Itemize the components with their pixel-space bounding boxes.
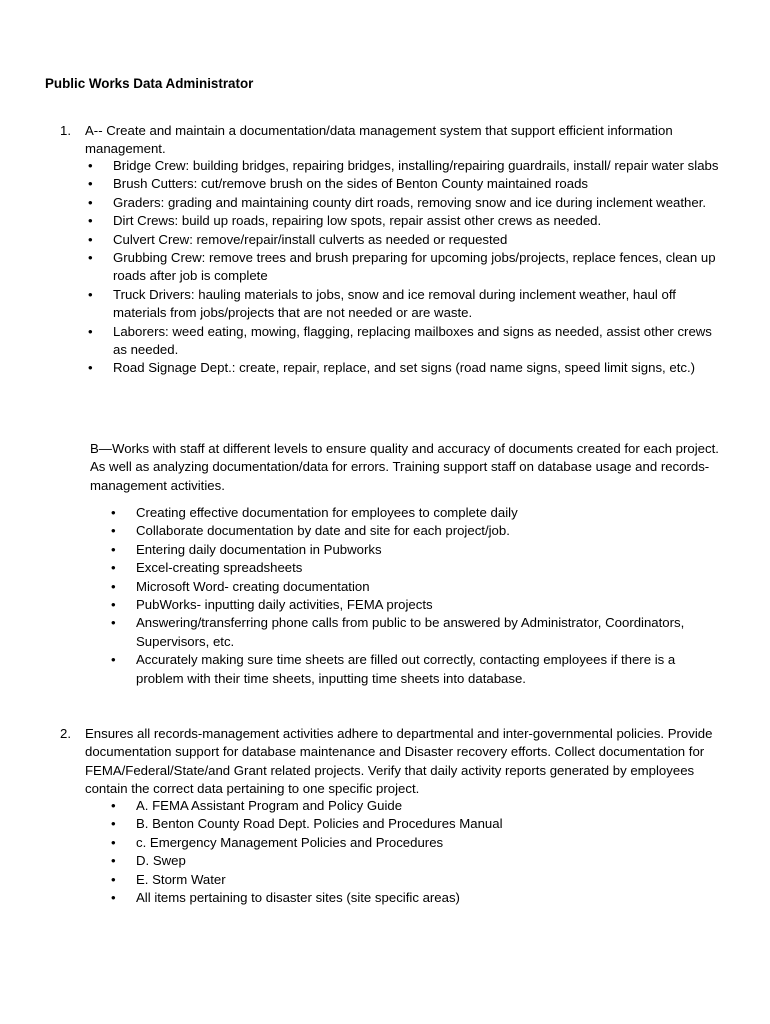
bullet-icon: • [111, 890, 116, 906]
bullet-icon: • [88, 286, 93, 302]
list-item: • Brush Cutters: cut/remove brush on the sides of Benton County maintained roads [85, 175, 725, 193]
bullet-icon: • [111, 578, 116, 594]
bullet-icon: • [111, 652, 116, 668]
bullet-icon: • [88, 213, 93, 229]
list-item: • c. Emergency Management Policies and Procedures [108, 834, 723, 852]
bullet-icon: • [111, 560, 116, 576]
section-1-bullet-list [85, 157, 725, 378]
list-item: • Collaborate documentation by date and site for each project/job. [108, 522, 723, 540]
list-item: • Microsoft Word- creating documentation [108, 578, 723, 596]
bullet-icon: • [111, 523, 116, 539]
list-item: • Road Signage Dept.: create, repair, replace, and set signs (road name signs, speed limit signs, etc.) [85, 359, 725, 377]
page-title: Public Works Data Administrator [45, 76, 254, 91]
section-2-number: 2. [60, 726, 71, 741]
bullet-icon: • [111, 853, 116, 869]
section-2-intro [60, 725, 725, 799]
bullet-icon: • [88, 231, 93, 247]
bullet-icon: • [111, 834, 116, 850]
bullet-icon: • [111, 816, 116, 832]
section-1-intro [60, 122, 725, 159]
bullet-icon: • [111, 871, 116, 887]
list-item: • Answering/transferring phone calls from public to be answered by Administrator, Coordinators, Supervisors, etc. [111, 615, 685, 649]
section-1-part-b: B—Works with staff at different levels to ensure quality and accuracy of documents created for each project. As well as analyzing documentation/data for errors. Training support staff on database usage and records-management activities. [90, 441, 719, 493]
bullet-icon: • [111, 597, 116, 613]
section-2-bullet-list [108, 797, 723, 907]
bullet-icon: • [111, 505, 116, 520]
list-item: • Bridge Crew: building bridges, repairing bridges, installing/repairing guardrails, install/ repair water slabs [85, 157, 725, 175]
list-item: • Grubbing Crew: remove trees and brush preparing for upcoming jobs/projects, replace fences, clean up roads after job is complete [88, 250, 716, 284]
list-item: • B. Benton County Road Dept. Policies and Procedures Manual [108, 815, 723, 833]
list-item: • Dirt Crews: build up roads, repairing low spots, repair assist other crews as needed. [85, 212, 725, 230]
list-item: • PubWorks- inputting daily activities, FEMA projects [108, 596, 723, 614]
section-1-intro-text: A-- Create and maintain a documentation/data management system that support efficient information management. [85, 123, 673, 157]
list-item: • A. FEMA Assistant Program and Policy Guide [108, 797, 723, 815]
bullet-icon: • [88, 360, 93, 376]
list-item: • Truck Drivers: hauling materials to jobs, snow and ice removal during inclement weather, haul off materials from jobs/projects that are not needed or are waste. [88, 286, 676, 321]
list-item: • D. Swep [108, 852, 723, 870]
section-1-number: 1. [60, 123, 71, 138]
bullet-icon: • [88, 250, 93, 266]
list-item: • Graders: grading and maintaining county dirt roads, removing snow and ice during inclement weather. [85, 194, 725, 212]
section-2-intro-text: Ensures all records-management activities adhere to departmental and inter-governmental policies. Provide documentation support for database maintenance and Disaster recovery efforts. Collect documentation for FEMA/Federal/State/and Grant related projects. Verify that daily activity reports generated by employees contain the correct data pertaining to one specific project. [85, 726, 713, 797]
bullet-icon: • [88, 176, 93, 192]
bullet-icon: • [88, 194, 93, 210]
list-item: • All items pertaining to disaster sites (site specific areas) [108, 889, 723, 907]
list-item: • Creating effective documentation for employees to complete daily [108, 504, 723, 522]
bullet-icon: • [111, 541, 116, 557]
bullet-icon: • [111, 798, 116, 813]
list-item: • E. Storm Water [108, 871, 723, 889]
list-item: • Accurately making sure time sheets are filled out correctly, contacting employees if there is a problem with their time sheets, inputting time sheets into database. [111, 652, 676, 686]
list-item: • Culvert Crew: remove/repair/install culverts as needed or requested [85, 231, 725, 249]
section-1-part-b-bullet-list [108, 504, 723, 688]
bullet-icon: • [88, 158, 93, 173]
list-item: • Excel-creating spreadsheets [108, 559, 723, 577]
bullet-icon: • [111, 615, 116, 631]
bullet-icon: • [88, 323, 93, 339]
list-item: • Laborers: weed eating, mowing, flagging, replacing mailboxes and signs as needed, assist other crews as needed. [88, 323, 712, 358]
list-item: • Entering daily documentation in Pubworks [108, 541, 723, 559]
